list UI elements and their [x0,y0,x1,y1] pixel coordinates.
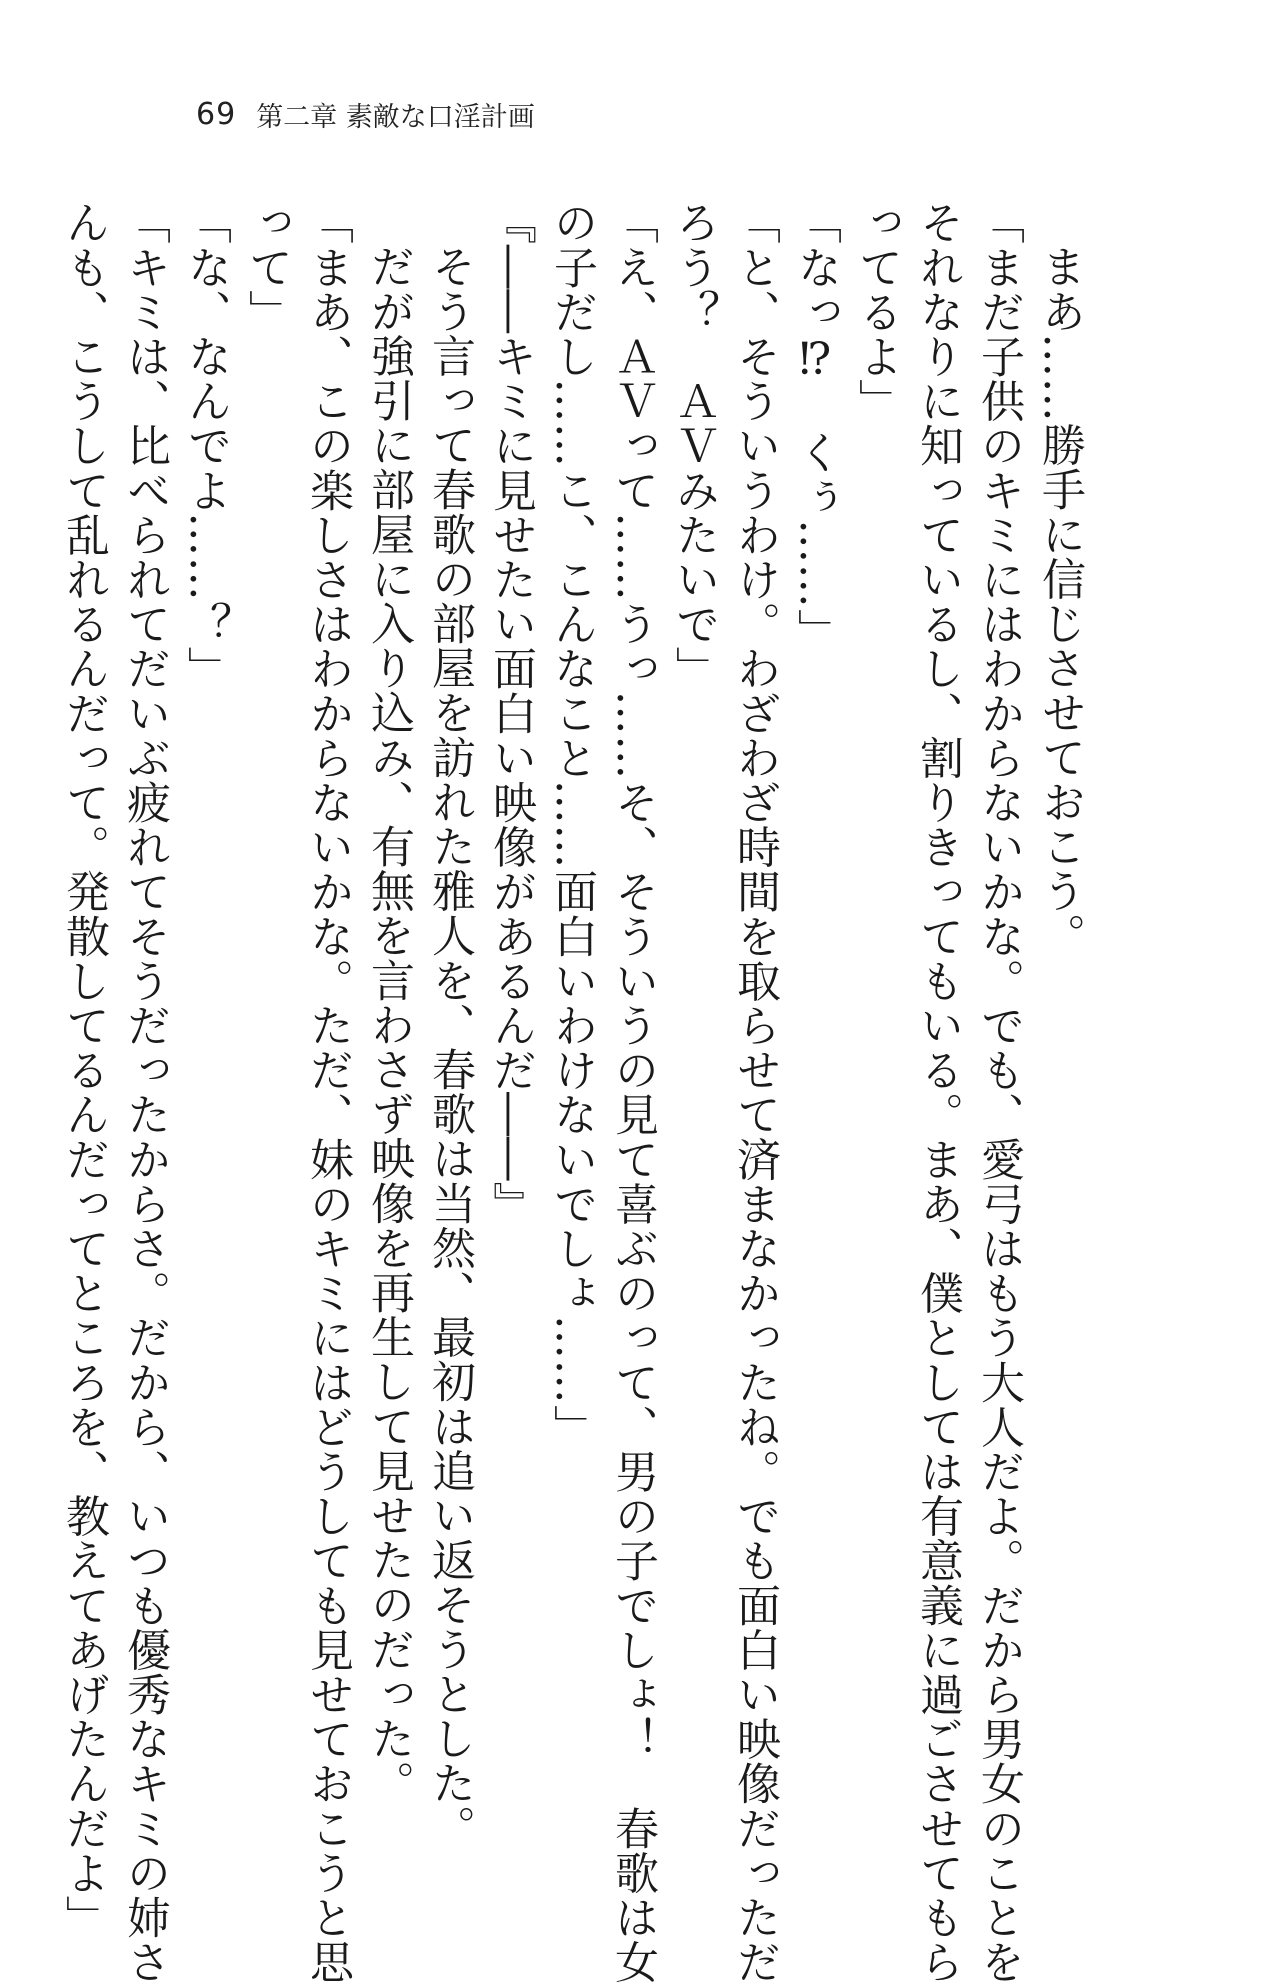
text-line: まあ……勝手に信じさせておこう。 [1034,244,1085,958]
text-line: だが強引に部屋に入り込み、有無を言わさず映像を再生して見せたのだった。 [363,244,414,1805]
text-line: 「キミは、比べられてだいぶ疲れてそうだったからさ。だから、いつも優秀なキミの姉さ [119,200,170,1984]
text-line: の子だし……こ、こんなこと……面白いわけないでしょ……」 [546,200,597,1449]
text-line: 「なっ⁉ くぅ……」 [790,200,841,653]
text-line: んも、こうして乱れるんだって。発散してるんだってところを、教えてあげたんだよ」 [58,200,109,1940]
chapter-title: 第二章 素敵な口淫計画 [256,101,535,133]
text-line: それなりに知っているし、割りきってもいる。まあ、僕としては有意義に過ごさせてもら [912,200,963,1984]
text-line: ろう？ ＡＶみたいで」 [668,200,719,691]
text-line: 「え、ＡＶって……うっ……そ、そういうの見て喜ぶのって、男の子でしょ！ 春歌は女 [607,200,658,1984]
text-line: ってるよ」 [851,200,902,423]
text-line: 「な、なんでよ……？」 [180,200,231,691]
text-line: 「まあ、この楽しさはわからないかな。ただ、妹のキミにはどうしても見せておこうと思 [302,200,353,1984]
vertical-body-text [58,200,1090,1984]
page-header [196,94,535,134]
text-line: 「まだ子供のキミにはわからないかな。でも、愛弓はもう大人だよ。だから男女のことを [973,200,1024,1984]
text-line: って」 [241,200,292,334]
text-line: 『――キミに見せたい面白い映像があるんだ――』 [485,200,536,1226]
text-line: 「と、そういうわけ。わざわざ時間を取らせて済まなかったね。でも面白い映像だっただ [729,200,780,1984]
text-line: そう言って春歌の部屋を訪れた雅人を、春歌は当然、最初は追い返そうとした。 [424,244,475,1850]
page-number: 69 [196,96,237,132]
